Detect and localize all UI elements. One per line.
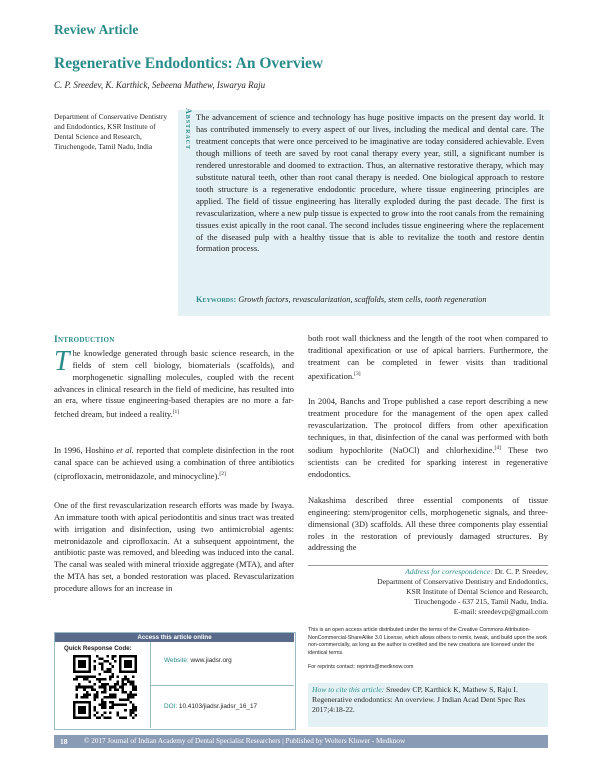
paragraph: The knowledge generated through basic science research, in the fields of stem cell biology, biomaterials (scaffolds), and morphogenetic signalling molecules, coupled with the recent advances in clinical research in the field of medicine, has resulted into an era, where tissue engineering-based therapies are no more a far-fetched dream, but indeed a reality.[1] bbox=[54, 346, 294, 420]
page-number: 18 bbox=[60, 737, 68, 746]
paragraph: In 2004, Banchs and Trope published a case report describing a new treatment procedure for the management of the open apex called revascularization. The protocol differs from other apexification techniques, in that, disinfection of the canal was performed with both sodium hypochlorite (NaOCl) and chlorhexidine.[4] These two scientists can be credited for sparking interest in regenerative endodontics. bbox=[308, 396, 548, 479]
affiliation: Department of Conservative Dentistry and Endodontics, KSR Institute of Dental Science and Research, Tiruchengode, Tamil Nadu, India bbox=[54, 112, 168, 152]
divider bbox=[308, 565, 548, 566]
citation-ref[interactable]: [4] bbox=[494, 445, 501, 452]
paragraph: Nakashima described three essential components of tissue engineering: stem/progenitor cells, morphogenetic signals, and three-dimensional (3D) scaffolds. All these three components play essential roles in the restoration of previously damaged structures. By addressing the bbox=[308, 495, 548, 553]
citation-ref[interactable]: [1] bbox=[172, 409, 180, 416]
keywords-label: Keywords: bbox=[196, 295, 237, 304]
qr-label: Quick Response Code: bbox=[64, 645, 132, 652]
correspondence: Address for correspondence: Dr. C. P. Sreedev, Department of Conservative Dentistry and Endodontics, KSR Institute of Dental Science and Research, Tiruchengode - 637 215, Tamil Nadu, India. E-mail: sreedevcp@gmail.com bbox=[308, 567, 548, 617]
website-link[interactable]: Website: www.jiadsr.org bbox=[164, 657, 232, 664]
reprints-contact[interactable]: For reprints contact: reprints@medknow.com bbox=[308, 664, 414, 670]
article-type: Review Article bbox=[54, 22, 139, 37]
article-title: Regenerative Endodontics: An Overview bbox=[54, 55, 324, 72]
access-heading: Access this article online bbox=[55, 633, 294, 642]
citation-ref[interactable]: [3] bbox=[354, 370, 361, 377]
keywords bbox=[196, 295, 544, 306]
license-text: This is an open access article distributed under the terms of the Creative Commons Attribution-NonCommercial-ShareAlike 3.0 License, which allows others to remix, tweak, and build upon the work non-commercially, as long as the author is credited and the new creations are licensed under the identical terms. bbox=[308, 627, 548, 656]
qr-code-icon[interactable] bbox=[73, 655, 137, 719]
drop-cap: T bbox=[54, 346, 70, 377]
doi-link[interactable]: DOI: 10.4103/jiadsr.jiadsr_16_17 bbox=[164, 703, 258, 710]
citation-ref[interactable]: [2] bbox=[219, 470, 226, 477]
paragraph: One of the first revascularization research efforts was made by Iwaya. An immature tooth with apical periodontitis and sinus tract was treated with irrigation and disinfection, using two antimicrobial agents: metronidazole and ciprofloxacin. At a subsequent appointment, the antibiotic paste was removed, and bleeding was induced into the canal. The canal was sealed with mineral trioxide aggregate (MTA), and after the MTA has set, a bonded restoration was placed. Revascularization procedure allows for an increase in bbox=[54, 500, 294, 593]
cite-text: How to cite this article: Sreedev CP, Karthick K, Mathew S, Raju I. Regenerative endodontics: An overview. J Indian Acad Dent Spec Res 2017;4:18-22. bbox=[312, 685, 526, 715]
paragraph: both root wall thickness and the length of the root when compared to traditional apexification or use of apical barriers. Furthermore, the treatment can be completed in fewer visits than traditional apexification.[3] bbox=[308, 333, 548, 381]
footer-text: © 2017 Journal of Indian Academy of Dental Specialist Researchers | Published by Wolters Kluwer - Medknow bbox=[84, 737, 406, 745]
keywords-list: Growth factors, revascularization, scaffolds, stem cells, tooth regeneration bbox=[238, 295, 487, 304]
divider bbox=[150, 685, 294, 686]
abstract-label: Abstract bbox=[184, 108, 193, 151]
correspondence-email[interactable]: E-mail: sreedevcp@gmail.com bbox=[453, 607, 548, 616]
author-list: C. P. Sreedev, K. Karthick, Sebeena Mathew, Iswarya Raju bbox=[54, 80, 266, 90]
section-heading-introduction: Introduction bbox=[54, 335, 115, 345]
abstract-text: The advancement of science and technology has huge positive impacts on the present day world. It has contributed immensely to every aspect of our lives, including the medical and dental care. The treatment concepts that were once perceived to be imaginative are today considered achievable. Even though millions of teeth are saved by root canal therapy every year, still, a significant number is rendered unrestorable and doomed to extraction. Thus, an alternative restorative therapy, which may substitute natural teeth, other than root canal therapy is needed. One biological approach to restore tooth structure is a regenerative endodontic procedure, where tissue engineering principles are applied. The field of tissue engineering has literally exploded during the past decade. The first is revascularization, where a new pulp tissue is expected to grow into the root canals from the remaining tissues exist apically in the root canal. The second includes tissue engineering where the replacement of the diseased pulp with a healthy tissue that is able to revitalize the tooth and restore dentin formation process. bbox=[196, 112, 544, 254]
paragraph: In 1996, Hoshino et al. reported that complete disinfection in the root canal space can be achieved using a combination of three antibiotics (ciprofloxacin, metronidazole, and minocycline).[2] bbox=[54, 445, 295, 481]
